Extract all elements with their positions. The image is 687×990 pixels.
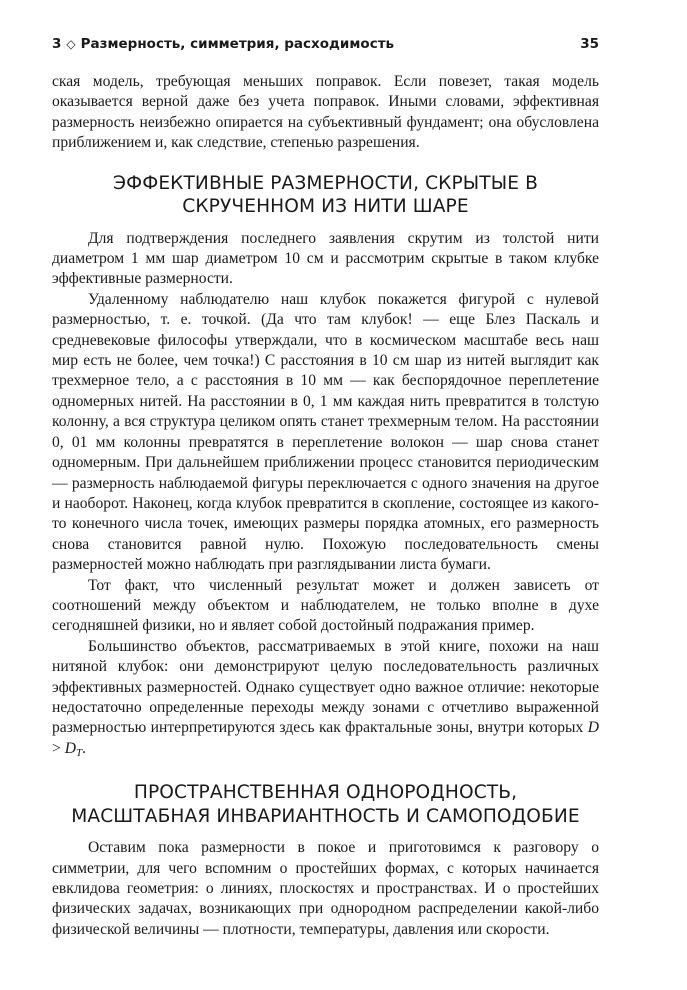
paragraph-with-formula [52,637,599,763]
formula-symbol-d: D [587,719,599,737]
paragraph: Оставим пока размерности в покое и приготовимся к разговору о симметрии, для чего вспомним о простейших формах, с которых начинается евклидова геометрия: о линиях, плоскостях и пространствах. И о простейших физических задачах, возникающих при однородном распределении какой-либо физической величины — плотности, температуры, давления или скорости. [52,839,599,938]
running-head [52,34,599,54]
chapter-title: Размерность, симметрия, расходимость [80,36,395,52]
section-heading-effective-dimensions [52,172,599,219]
formula-operator: > [52,739,65,757]
paragraph-continued: ская модель, требующая меньших поправок. Если повезет, такая модель оказывается верной даже без учета поправок. Иными словами, эффективная размерность неизбежно опирается на субъективный фундамент; она обусловлена приближением и, как следствие, степенью разрешения. [52,73,599,152]
formula-symbol-d: D [64,739,76,757]
running-head-left [52,34,394,54]
section-heading-line: ПРОСТРАНСТВЕННАЯ ОДНОРОДНОСТЬ, [133,782,518,804]
diamond-separator-icon: ◇ [66,37,76,51]
section-heading-line: ЭФФЕКТИВНЫЕ РАЗМЕРНОСТИ, СКРЫТЫЕ В [113,172,538,194]
paragraph: Для подтверждения последнего заявления скрутим из толстой нити диаметром 1 мм шар диаметром 10 см и рассмотрим скрытые в таком клубке эффективные размерности. [52,229,599,288]
page-number: 35 [580,36,599,52]
section-heading-spatial-homogeneity [52,781,599,828]
sentence-end: . [82,739,86,757]
page-body [52,72,599,940]
paragraph-text: Большинство объектов, рассматриваемых в этой книге, похожи на наш нитяной клубок: они демонстрируют целую последовательность различных эффективных размерностей. Однако существует одно важное отличие: некоторые недостаточно определенные переходы между зонами с отчетливо выраженной размерностью интерпретируются здесь как фрактальные зоны, внутри которых [52,637,599,737]
section-heading-line: МАСШТАБНАЯ ИНВАРИАНТНОСТЬ И САМОПОДОБИЕ [71,805,580,827]
paragraph: Тот факт, что численный результат может и должен зависеть от соотношений между объектом и наблюдателем, не только вполне в духе сегодняшней физики, но и являет собой достойный подражания пример. [52,576,599,635]
section-heading-line: СКРУЧЕННОМ ИЗ НИТИ ШАРЕ [182,196,469,218]
chapter-number: 3 [52,36,62,52]
formula-subscript-t: T [75,746,83,759]
paragraph: Удаленному наблюдателю наш клубок покажется фигурой с нулевой размерностью, т. е. точкой. (Да что там клубок! — еще Блез Паскаль и средневековые философы утверждали, что в космическом масштабе весь наш мир есть не более, чем точка!) С расстояния в 10 см шар из нитей выглядит как трехмерное тело, а с расстояния в 10 мм — как беспорядочное переплетение одномерных нитей. На расстоянии в 0, 1 мм каждая нить превратится в толстую колонну, а вся структура целиком опять станет трехмерным телом. На расстоянии 0, 01 мм колонны превратятся в переплетение волокон — шар снова станет одномерным. При дальнейшем приближении процесс становится периодическим — размерность наблюдаемой фигуры переключается с одного значения на другое и наоборот. Наконец, когда клубок превратится в скопление, состоящее из какого-то конечного числа точек, имеющих размеры порядка атомных, его размерность снова становится равной нулю. Похожую последовательность смены размерностей можно наблюдать при разглядывании листа бумаги. [52,290,599,574]
book-page [52,34,599,940]
